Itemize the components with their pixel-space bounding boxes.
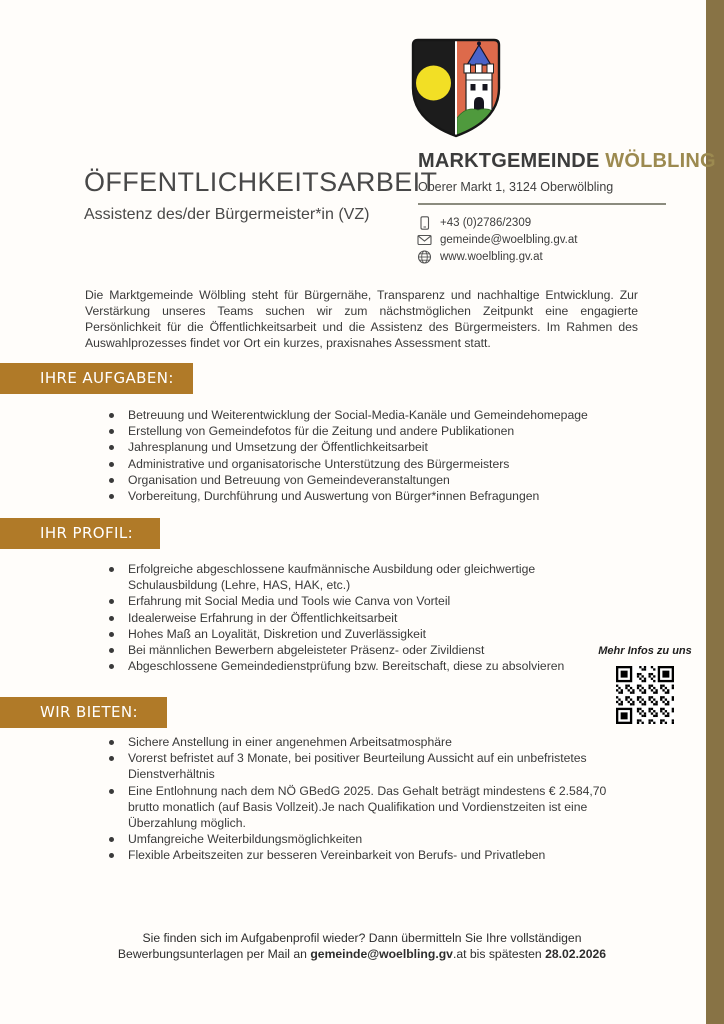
list-item: Hohes Maß an Loyalität, Diskretion und Zuverlässigkeit (102, 626, 618, 642)
list-item: Bei männlichen Bewerbern abgeleisteter Präsenz- oder Zivildienst (102, 642, 618, 658)
email-envelope-icon (417, 233, 432, 247)
job-subtitle: Assistenz des/der Bürgermeister*in (VZ) (84, 206, 370, 223)
bieten-list (102, 734, 618, 864)
globe-icon (417, 250, 432, 264)
footer-line2 (40, 947, 684, 963)
org-name-secondary: WÖLBLING (605, 150, 716, 172)
list-item: Sichere Anstellung in einer angenehmen Arbeitsatmosphäre (102, 734, 618, 750)
contact-website-row (417, 248, 577, 265)
list-item: Jahresplanung und Umsetzung der Öffentlichkeitsarbeit (102, 439, 618, 455)
qr-code-icon (616, 666, 674, 724)
qr-caption: Mehr Infos zu uns (598, 645, 692, 657)
list-item: Organisation und Betreuung von Gemeindeveranstaltungen (102, 472, 618, 488)
list-item: Erfahrung mit Social Media und Tools wie Canva von Vorteil (102, 593, 618, 609)
list-item: Eine Entlohnung nach dem NÖ GBedG 2025. Das Gehalt beträgt mindestens € 2.584,70 brutto monatlich (auf Basis Vollzeit).Je nach Qualifikation und Vordienstzeiten ist eine Überzahlung möglich. (102, 783, 610, 832)
mobile-phone-icon (417, 216, 432, 230)
footer-deadline: 28.02.2026 (545, 946, 607, 961)
list-item: Vorerst befristet auf 3 Monate, bei positiver Beurteilung Aussicht auf ein unbefristetes Dienstverhältnis (102, 750, 610, 782)
phone-number: +43 (0)2786/2309 (440, 216, 532, 229)
list-item: Betreuung und Weiterentwicklung der Social-Media-Kanäle und Gemeindehomepage (102, 407, 618, 423)
coat-of-arms (406, 36, 506, 140)
list-item: Umfangreiche Weiterbildungsmöglichkeiten (102, 831, 618, 847)
aufgaben-list (102, 407, 618, 504)
footer-line1: Sie finden sich im Aufgabenprofil wieder? Dann übermitteln Sie Ihre vollständigen (142, 931, 582, 945)
section-heading-bieten: WIR BIETEN: (0, 697, 167, 728)
org-name (418, 150, 716, 173)
list-item: Idealerweise Erfahrung in der Öffentlichkeitsarbeit (102, 610, 618, 626)
contact-email-row (417, 231, 577, 248)
list-item: Erfolgreiche abgeschlossene kaufmännische Ausbildung oder gleichwertige Schulausbildung (Lehre, HAS, HAK, etc.) (102, 561, 610, 593)
footer-email-bold: gemeinde@woelbling.gv (310, 946, 453, 961)
list-item: Vorbereitung, Durchführung und Auswertung von Bürger*innen Befragungen (102, 488, 618, 504)
email-address: gemeinde@woelbling.gv.at (440, 233, 578, 246)
header-divider (418, 203, 666, 205)
qr-code (616, 666, 674, 724)
contact-phone-row (417, 214, 577, 231)
list-item: Abgeschlossene Gemeindedienstprüfung bzw. Bereitschaft, diese zu absolvieren (102, 658, 618, 674)
website-url: www.woelbling.gv.at (440, 250, 543, 263)
application-footer (40, 931, 684, 963)
org-name-primary: MARKTGEMEINDE (418, 150, 600, 172)
contact-block (417, 214, 577, 265)
list-item: Erstellung von Gemeindefotos für die Zeitung und andere Publikationen (102, 423, 618, 439)
profil-list (102, 561, 618, 674)
footer-line2-prefix: Bewerbungsunterlagen per Mail an (117, 946, 311, 961)
section-heading-profil: IHR PROFIL: (0, 518, 160, 549)
woelbling-crest-icon (406, 36, 506, 140)
org-address: Oberer Markt 1, 3124 Oberwölbling (418, 180, 614, 194)
intro-paragraph: Die Marktgemeinde Wölbling steht für Bürgernähe, Transparenz und nachhaltige Entwicklung. Zur Verstärkung unseres Teams suchen wir zum nächstmöglichen Zeitpunkt eine engagierte Persönlichkeit für die Öffentlichkeitsarbeit und die Assistenz des Bürgermeisters. Im Rahmen des Auswahlprozesses findet vor Ort ein kurzes, praxisnahes Assessment statt. (85, 288, 638, 350)
section-heading-aufgaben: IHRE AUFGABEN: (0, 363, 193, 394)
list-item: Administrative und organisatorische Unterstützung des Bürgermeisters (102, 456, 618, 472)
job-title: ÖFFENTLICHKEITSARBEIT (84, 167, 438, 197)
footer-line2-mid: .at bis spätesten (452, 946, 546, 961)
list-item: Flexible Arbeitszeiten zur besseren Vereinbarkeit von Berufs- und Privatleben (102, 847, 618, 863)
